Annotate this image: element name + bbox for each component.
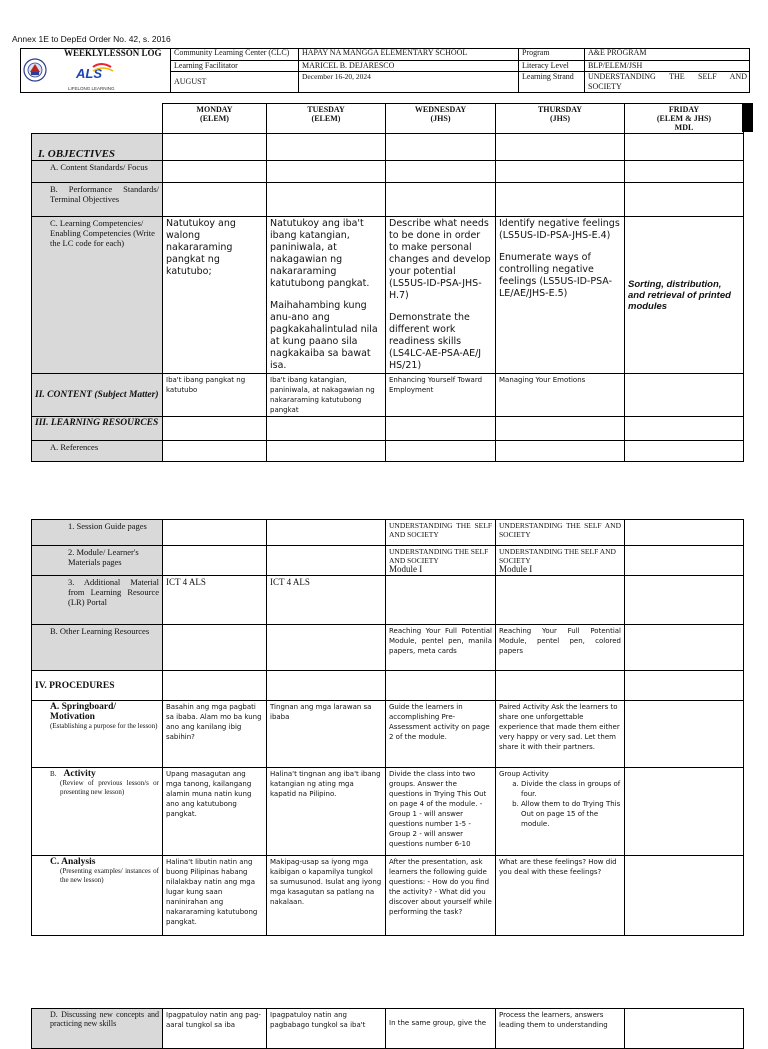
activity-tue: Halina't tingnan ang iba't ibang katangian ng ating mga kapatid na Pilipino. <box>267 768 386 856</box>
springboard-tue: Tingnan ang mga larawan sa ibaba <box>267 701 386 768</box>
procedures-row <box>32 671 744 701</box>
additional-material-label: 3. Additional Material from Learning Resource (LR) Portal <box>32 576 163 625</box>
discussion-thu: Process the learners, answers leading them to understanding <box>496 1009 625 1049</box>
facilitator-value: MARICEL B. DEJARESCO <box>298 60 518 71</box>
competency-tue-1: Natutukoy ang iba't ibang katangian, paniniwala, at nakagawian ng nakararaming katutubong pangkat. <box>270 218 370 289</box>
content-tue: Iba't ibang katangian, paniniwala, at nakagawian ng nakararaming katutubong pangkat <box>267 374 386 417</box>
analysis-mon: Halina't libutin natin ang buong Pilipinas habang nilalakbay natin ang mga lugar kung saan naninirahan ang nakararaming katutubong pangkat. <box>163 856 267 936</box>
competency-tue <box>267 217 386 374</box>
content-thu: Managing Your Emotions <box>496 374 625 417</box>
analysis-tue: Makipag-usap sa iyong mga kaibigan o kapamilya tungkol sa sumusunod. Isulat ang iyong mga kasagutan sa patlang na nakalaan. <box>267 856 386 936</box>
session-guide-label: 1. Session Guide pages <box>32 520 163 546</box>
springboard-label: A. Springboard/ Motivation (Establishing a purpose for the lesson) <box>32 701 163 768</box>
header-thursday: THURSDAY (JHS) <box>496 104 625 134</box>
other-wed: Reaching Your Full Potential Module, pentel pen, manila papers, meta cards <box>386 625 496 671</box>
logo-caption: LIFELONG LEARNING <box>68 86 115 91</box>
discussion-mon: Ipagpatuloy natin ang pag-aaral tungkol sa iba <box>163 1009 267 1049</box>
strand-value: UNDERSTANDING THE SELF AND SOCIETY <box>584 71 750 93</box>
strand-label: Learning Strand <box>518 71 584 93</box>
activity-wed: Divide the class into two groups. Answer the questions in Trying This Out on page 4 of the module. - Group 1 - will answer questions number 1-5 - Group 2 - will answer questions number 6-10 <box>386 768 496 856</box>
additional-material-row <box>32 576 744 625</box>
facilitator-label: Learning Facilitator <box>170 60 298 71</box>
module-wed: UNDERSTANDING THE SELF AND SOCIETY Module I <box>386 546 496 576</box>
objectives-row <box>32 134 744 161</box>
activity-thu-item: a. Divide the class in groups of four. <box>521 779 621 799</box>
activity-thu: Group Activity a. Divide the class in groups of four. b. Allow them to do Trying This Out on page 15 of the module. <box>496 768 625 856</box>
literacy-value: BLP/ELEM/JSH <box>584 60 750 71</box>
content-standards-label: A. Content Standards/ Focus <box>32 161 163 183</box>
content-row <box>32 374 744 417</box>
header-friday: FRIDAY (ELEM & JHS) MDL <box>625 104 744 134</box>
performance-standards-label: B. Performance Standards/ Terminal Objectives <box>32 183 163 217</box>
objectives-heading: I. OBJECTIVES <box>32 134 163 161</box>
module-label: 2. Module/ Learner's Materials pages <box>32 546 163 576</box>
competency-tue-2: Maihahambing kung anu-ano ang pagkakahalintulad nila at kung paano sila nagkakaiba sa bawat isa. <box>270 300 378 371</box>
competency-wed <box>386 217 496 374</box>
session-wed: UNDERSTANDING THE SELF AND SOCIETY <box>386 520 496 546</box>
day-header-row <box>32 104 744 134</box>
performance-standards-row <box>32 183 744 217</box>
analysis-label: C. Analysis (Presenting examples/ instances of the new lesson) <box>32 856 163 936</box>
module-row <box>32 546 744 576</box>
literacy-label: Literacy Level <box>518 60 584 71</box>
springboard-thu: Paired Activity Ask the learners to share one unforgettable experience that made them either very happy or very sad. Let them share it with their partners. <box>496 701 625 768</box>
other-resources-label: B. Other Learning Resources <box>32 625 163 671</box>
annex-label: Annex 1E to DepEd Order No. 42, s. 2016 <box>12 34 171 44</box>
header-tuesday: TUESDAY (ELEM) <box>267 104 386 134</box>
analysis-wed: After the presentation, ask learners the following guide questions: - How do you find the activity? - What did you discover about yourself while performing the task? <box>386 856 496 936</box>
als-logo-icon <box>68 64 118 82</box>
content-label: II. CONTENT (Subject Matter) <box>32 374 163 417</box>
discussion-wed: In the same group, give the <box>386 1009 496 1049</box>
content-mon: Iba't ibang pangkat ng katutubo <box>163 374 267 417</box>
month: AUGUST <box>170 71 298 93</box>
competency-mon: Natutukoy ang walong nakararaming pangkat ng katutubo; <box>163 217 267 374</box>
log-title: WEEKLYLESSON LOG <box>64 48 162 58</box>
additional-mon: ICT 4 ALS <box>163 576 267 625</box>
activity-mon: Upang masagutan ang mga tanong, kailangang alamin muna natin kung ano ang katutubong pangkat. <box>163 768 267 856</box>
discussion-tue: Ipagpatuloy natin ang pagbabago tungkol sa iba't <box>267 1009 386 1049</box>
discussion-row <box>32 1009 744 1049</box>
competency-wed-1: Describe what needs to be done in order to make personal changes and develop your potential (LS5US-ID-PSA-JHS-H.7) <box>389 218 491 301</box>
discussion-label: D. Discussing new concepts and practicing new skills <box>32 1009 163 1049</box>
session-guide-row <box>32 520 744 546</box>
clc-label: Community Learning Center (CLC) <box>170 48 298 60</box>
session-thu: UNDERSTANDING THE SELF AND SOCIETY <box>496 520 625 546</box>
header-table <box>20 48 750 93</box>
resources-row <box>32 417 744 441</box>
analysis-row <box>32 856 744 936</box>
references-label: A. References <box>32 441 163 462</box>
clc-value: HAPAY NA MANGGA ELEMENTARY SCHOOL <box>298 48 518 60</box>
header-wednesday: WEDNESDAY (JHS) <box>386 104 496 134</box>
springboard-row <box>32 701 744 768</box>
competency-fri: Sorting, distribution, and retrieval of printed modules <box>625 217 744 374</box>
program-label: Program <box>518 48 584 60</box>
competencies-row <box>32 217 744 374</box>
content-standards-row <box>32 161 744 183</box>
activity-row <box>32 768 744 856</box>
competencies-label: C. Learning Competencies/ Enabling Competencies (Write the LC code for each) <box>32 217 163 374</box>
additional-tue: ICT 4 ALS <box>267 576 386 625</box>
references-row <box>32 441 744 462</box>
header-monday: MONDAY (ELEM) <box>163 104 267 134</box>
content-wed: Enhancing Yourself Toward Employment <box>386 374 496 417</box>
competency-thu <box>496 217 625 374</box>
deped-seal-icon <box>24 59 46 81</box>
springboard-wed: Guide the learners in accomplishing Pre-Assessment activity on page 2 of the module. <box>386 701 496 768</box>
competency-thu-2: Enumerate ways of controlling negative feelings (LS5US-ID-PSA-LE/AE/JHS-E.5) <box>499 252 613 299</box>
competency-wed-2: Demonstrate the different work readiness skills (LS4LC-AE-PSA-AE/J HS/21) <box>389 312 482 371</box>
plan-table-2 <box>31 519 744 936</box>
svg-text:ALS: ALS <box>76 66 102 81</box>
plan-table-1 <box>31 103 744 462</box>
analysis-thu: What are these feelings? How did you deal with these feelings? <box>496 856 625 936</box>
springboard-mon: Basahin ang mga pagbati sa ibaba. Alam mo ba kung ano ang kanilang ibig sabihin? <box>163 701 267 768</box>
program-value: A&E PROGRAM <box>584 48 750 60</box>
competency-thu-1: Identify negative feelings (LS5US-ID-PSA-JHS-E.4) <box>499 218 620 241</box>
procedures-heading: IV. PROCEDURES <box>32 671 163 701</box>
activity-label: B. Activity (Review of previous lesson/s or presenting new lesson) <box>32 768 163 856</box>
resources-label: III. LEARNING RESOURCES <box>32 417 163 441</box>
plan-table-3 <box>31 1008 744 1049</box>
date-range: December 16-20, 2024 <box>298 71 518 93</box>
module-thu: UNDERSTANDING THE SELF AND SOCIETY Module I <box>496 546 625 576</box>
other-thu: Reaching Your Full Potential Module, pentel pen, colored papers <box>496 625 625 671</box>
activity-thu-item: b. Allow them to do Trying This Out on page 15 of the module. <box>521 799 621 829</box>
other-resources-row <box>32 625 744 671</box>
